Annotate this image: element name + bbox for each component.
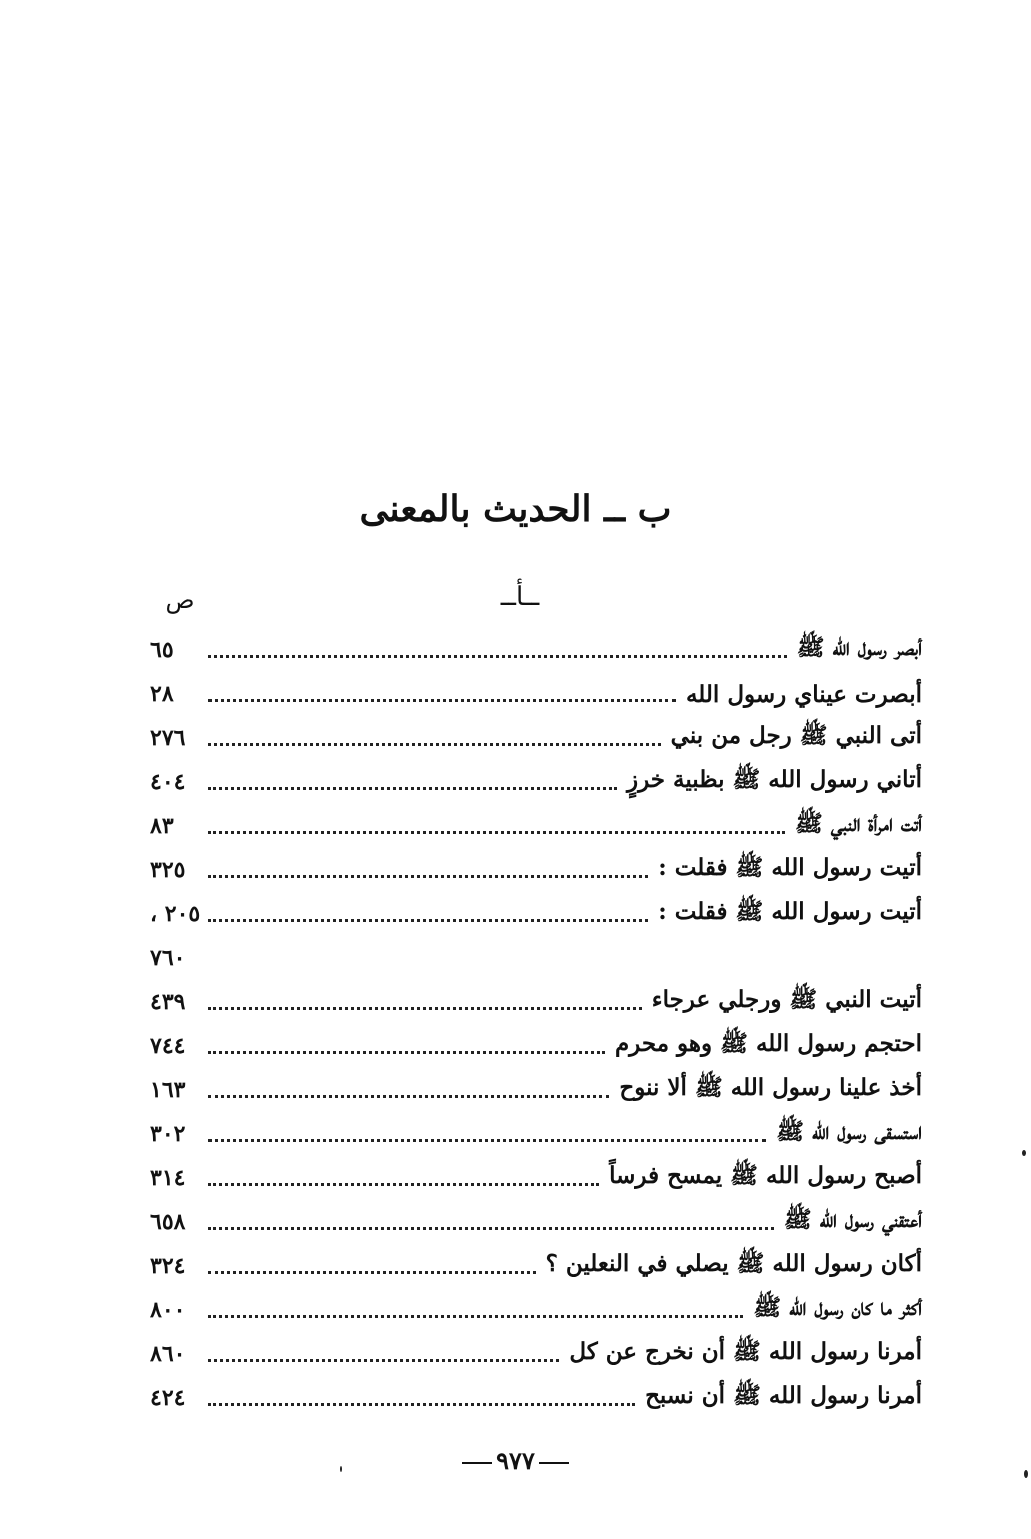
leader-dots: [208, 1225, 774, 1230]
page-number-dash-right: [539, 1462, 569, 1464]
index-entry: [150, 848, 922, 892]
entry-page: ٨٦٠: [150, 1341, 186, 1367]
entry-text: أبصرت عيناي رسول الله: [685, 680, 922, 708]
leader-dots: [208, 1357, 559, 1362]
letter-heading: ــأــ: [500, 582, 540, 612]
index-entry: [150, 804, 922, 848]
index-entry: [150, 628, 922, 672]
entry-page: ٦٥: [150, 637, 174, 663]
entry-page: ٢٨: [150, 681, 174, 707]
leader-dots: [208, 1005, 642, 1010]
entry-text: أتيت النبي ﷺ ورجلي عرجاء: [651, 986, 922, 1013]
index-entry: [150, 1376, 922, 1420]
entry-page: ٣٢٥: [150, 857, 186, 883]
entry-page: ٤٣٩: [150, 989, 186, 1015]
page-number-value: ٩٧٧: [496, 1446, 535, 1475]
entry-text: أعتقني رسول الله ﷺ: [783, 1206, 922, 1233]
page-column-label: ص: [165, 586, 195, 614]
entry-text: أكثر ما كان رسول الله ﷺ: [753, 1294, 922, 1321]
index-entry: [150, 672, 922, 716]
entry-page: ١٦٣: [150, 1077, 186, 1103]
leader-dots: [208, 829, 785, 834]
page-number: [0, 1446, 1031, 1475]
entry-text: أتيت رسول الله ﷺ فقلت :: [658, 898, 922, 925]
entry-page: ٣١٤: [150, 1165, 186, 1191]
entry-text: احتجم رسول الله ﷺ وهو محرم: [614, 1030, 922, 1057]
leader-dots: [208, 653, 787, 658]
index-entry: [150, 1288, 922, 1332]
index-entry: [150, 1112, 922, 1156]
entry-page: ٤٢٤: [150, 1385, 186, 1411]
entry-continuation: [150, 936, 922, 980]
entry-text: أتى النبي ﷺ رجل من بني: [670, 722, 922, 749]
leader-dots: [208, 917, 648, 922]
index-entry: [150, 1068, 922, 1112]
scan-speck: [1024, 1470, 1028, 1478]
leader-dots: [208, 1313, 743, 1318]
leader-dots: [208, 741, 661, 746]
index-entries: [150, 628, 922, 1420]
leader-dots: [208, 697, 676, 702]
index-entry: [150, 760, 922, 804]
scan-speck: [340, 1466, 342, 1472]
entry-text: أخذ علينا رسول الله ﷺ ألا ننوح: [619, 1074, 922, 1101]
section-title: ب ــ الحديث بالمعنى: [359, 488, 672, 530]
entry-page: ٢٧٦: [150, 725, 186, 751]
entry-page: ٣٢٤: [150, 1253, 186, 1279]
index-entry: [150, 1024, 922, 1068]
leader-dots: [208, 1269, 536, 1274]
index-entry: [150, 716, 922, 760]
entry-text: أتاني رسول الله ﷺ بظبية خرزٍ: [626, 766, 922, 793]
continuation-page: ٧٦٠: [150, 945, 186, 971]
index-entry: [150, 892, 922, 936]
entry-page: ٦٥٨: [150, 1209, 186, 1235]
leader-dots: [208, 1137, 766, 1142]
entry-page: ٢٠٥ ،: [150, 901, 201, 927]
entry-text: أبصر رسول الله ﷺ: [796, 634, 922, 661]
entry-page: ٤٠٤: [150, 769, 186, 795]
scan-speck: [1022, 1150, 1026, 1156]
index-entry: [150, 980, 922, 1024]
entry-page: ٨٣: [150, 813, 174, 839]
leader-dots: [208, 1401, 635, 1406]
index-entry: [150, 1156, 922, 1200]
index-entry: [150, 1244, 922, 1288]
leader-dots: [208, 785, 617, 790]
entry-text: أصبح رسول الله ﷺ يمسح فرساً: [609, 1162, 922, 1189]
leader-dots: [208, 1093, 609, 1098]
entry-page: ٣٠٢: [150, 1121, 186, 1147]
page-number-dash-left: [462, 1462, 492, 1464]
entry-page: ٨٠٠: [150, 1297, 186, 1323]
index-entry: [150, 1200, 922, 1244]
leader-dots: [208, 1049, 605, 1054]
leader-dots: [208, 1181, 599, 1186]
entry-text: أكان رسول الله ﷺ يصلي في النعلين ؟: [545, 1250, 922, 1277]
leader-dots: [208, 873, 648, 878]
entry-text: أتيت رسول الله ﷺ فقلت :: [658, 854, 922, 881]
index-entry: [150, 1332, 922, 1376]
entry-text: استسقى رسول الله ﷺ: [776, 1118, 922, 1145]
entry-page: ٧٤٤: [150, 1033, 186, 1059]
entry-text: أمرنا رسول الله ﷺ أن نسبح: [645, 1382, 922, 1409]
entry-text: أمرنا رسول الله ﷺ أن نخرج عن كل: [569, 1338, 922, 1365]
entry-text: أتت امرأة النبي ﷺ: [794, 810, 922, 837]
